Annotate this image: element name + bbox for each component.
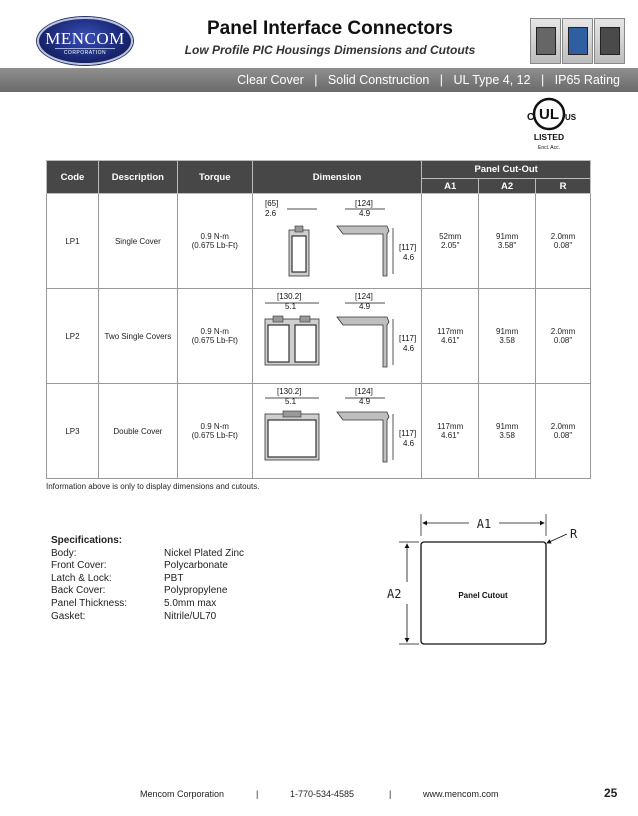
ul-listed-mark xyxy=(524,96,577,152)
header-dimension: Dimension xyxy=(252,161,422,194)
header-code: Code xyxy=(47,161,99,194)
svg-text:4.9: 4.9 xyxy=(358,302,370,311)
ul-us: US xyxy=(565,113,577,122)
footer-separator: | xyxy=(256,789,259,799)
cell-code: LP2 xyxy=(47,289,99,384)
cell-a2: 91mm 3.58 xyxy=(479,384,536,479)
cell-dimension-drawing xyxy=(252,194,422,289)
ul-listed: LISTED xyxy=(533,132,565,142)
lp2-drawing xyxy=(253,289,423,383)
svg-text:5.1: 5.1 xyxy=(284,397,296,406)
footer-separator: | xyxy=(389,789,392,799)
cell-torque: 0.9 N-m (0.675 Lb-Ft) xyxy=(177,289,252,384)
svg-text:[130.2]: [130.2] xyxy=(276,292,302,301)
ul-encl: Encl. Acc. xyxy=(538,145,560,151)
cell-r: 2.0mm 0.08" xyxy=(536,289,591,384)
header-a1: A1 xyxy=(422,179,479,194)
page-title: Panel Interface Connectors xyxy=(206,18,454,39)
logo-name: MENCOM xyxy=(45,29,125,48)
cell-description: Double Cover xyxy=(98,384,177,479)
cutout-r: R xyxy=(570,527,578,541)
header-cutout: Panel Cut-Out xyxy=(422,161,591,179)
feature-band-text: Clear Cover | Solid Construction | UL Type 4, 12 | IP65 Rating xyxy=(237,73,620,87)
header-description: Description xyxy=(98,161,177,194)
cell-a1: 117mm 4.61" xyxy=(422,384,479,479)
specifications xyxy=(51,535,244,623)
cutout-label: Panel Cutout xyxy=(458,591,508,600)
spec-row: Latch & Lock: PBT xyxy=(51,572,184,584)
svg-text:2.6: 2.6 xyxy=(264,209,276,218)
specs-heading: Specifications: xyxy=(51,535,123,546)
mencom-logo xyxy=(37,17,133,65)
feature-band xyxy=(0,68,638,92)
cell-dimension-drawing xyxy=(252,384,422,479)
footer-phone: 1-770-534-4585 xyxy=(290,789,355,799)
page-number: 25 xyxy=(604,786,618,800)
footer-company: Mencom Corporation xyxy=(140,789,225,799)
table-row-lp1 xyxy=(47,194,591,289)
logo-sub: CORPORATION xyxy=(55,48,115,56)
spec-row: Gasket: Nitrile/UL70 xyxy=(51,610,217,622)
lp3-drawing xyxy=(253,384,423,478)
header-r: R xyxy=(536,179,591,194)
header-a2: A2 xyxy=(479,179,536,194)
cell-a2: 91mm 3.58" xyxy=(479,194,536,289)
svg-text:[124]: [124] xyxy=(354,292,373,301)
product-thumbnail-2 xyxy=(562,18,593,64)
page-subtitle: Low Profile PIC Housings Dimensions and Cutouts xyxy=(184,43,476,57)
cell-r: 2.0mm 0.08" xyxy=(536,194,591,289)
svg-text:[124]: [124] xyxy=(354,199,373,208)
spec-row: Back Cover: Polypropylene xyxy=(51,585,228,597)
svg-text:[65]: [65] xyxy=(264,199,279,208)
cell-torque: 0.9 N-m (0.675 Lb-Ft) xyxy=(177,384,252,479)
cell-a1: 52mm 2.05" xyxy=(422,194,479,289)
svg-text:[124]: [124] xyxy=(354,387,373,396)
cutout-a1: A1 xyxy=(476,517,492,531)
spec-row: Panel Thickness: 5.0mm max xyxy=(51,597,217,609)
panel-cutout-diagram xyxy=(385,512,585,652)
svg-text:[117]: [117] xyxy=(398,243,416,252)
svg-text:4.6: 4.6 xyxy=(402,439,414,448)
svg-text:[130.2]: [130.2] xyxy=(276,387,302,396)
svg-text:5.1: 5.1 xyxy=(284,302,296,311)
cell-code: LP3 xyxy=(47,384,99,479)
lp1-drawing xyxy=(253,194,423,288)
product-thumbnail-3 xyxy=(594,18,625,64)
footer-website: www.mencom.com xyxy=(423,789,499,799)
cell-description: Two Single Covers xyxy=(98,289,177,384)
svg-text:4.6: 4.6 xyxy=(402,344,414,353)
cutout-a2: A2 xyxy=(387,587,402,601)
svg-text:[117]: [117] xyxy=(398,429,416,438)
product-thumbnail-1 xyxy=(530,18,561,64)
cell-a1: 117mm 4.61" xyxy=(422,289,479,384)
svg-text:4.6: 4.6 xyxy=(402,253,414,262)
cell-code: LP1 xyxy=(47,194,99,289)
svg-text:4.9: 4.9 xyxy=(358,397,370,406)
cell-description: Single Cover xyxy=(98,194,177,289)
table-row-lp3 xyxy=(47,384,591,479)
spec-row: Front Cover: Polycarbonate xyxy=(51,560,228,572)
header-torque: Torque xyxy=(177,161,252,194)
cell-dimension-drawing xyxy=(252,289,422,384)
ul-text: UL xyxy=(539,106,559,123)
info-note: Information above is only to display dimensions and cutouts. xyxy=(46,482,260,491)
cell-torque: 0.9 N-m (0.675 Lb-Ft) xyxy=(177,194,252,289)
svg-text:4.9: 4.9 xyxy=(358,209,370,218)
table-row-lp2 xyxy=(47,289,591,384)
spec-row: Body: Nickel Plated Zinc xyxy=(51,547,245,559)
cell-r: 2.0mm 0.08" xyxy=(536,384,591,479)
ul-c: C xyxy=(527,112,535,123)
dimension-table xyxy=(46,160,591,479)
cell-a2: 91mm 3.58 xyxy=(479,289,536,384)
svg-text:[117]: [117] xyxy=(398,334,416,343)
